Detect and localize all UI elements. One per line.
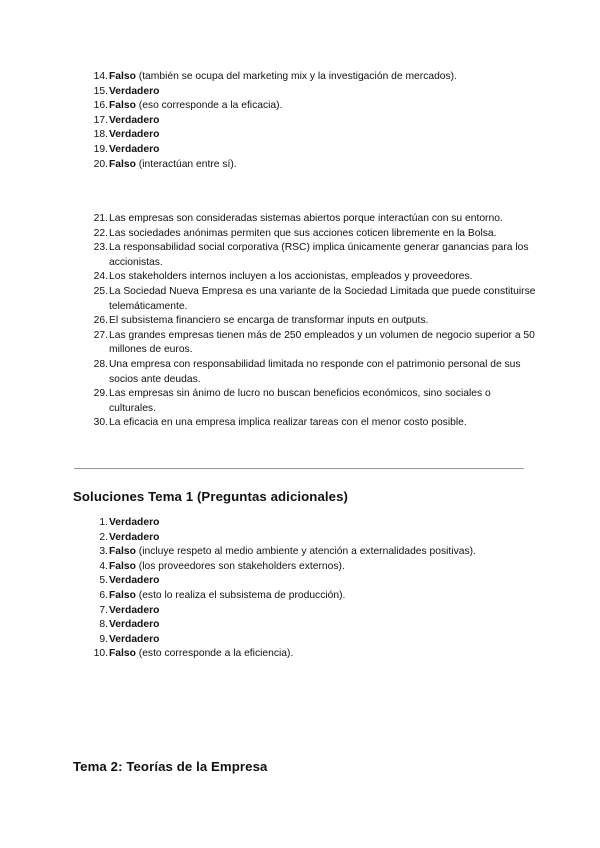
list-item: 25. La Sociedad Nueva Empresa es una variante de la Sociedad Limitada que puede constituirse telemáticamente.: [93, 285, 536, 312]
list-item: 23. La responsabilidad social corporativa (RSC) implica únicamente generar ganancias para los accionistas.: [93, 242, 529, 268]
list-item: 28. Una empresa con responsabilidad limitada no responde con el patrimonio personal de sus socios ante deudas.: [93, 358, 521, 385]
list-item: 3. Falso (incluye respeto al medio ambiente y atención a externalidades positivas).: [99, 546, 476, 558]
list-item: 20. Falso (interactúan entre sí).: [93, 158, 237, 170]
answer-list-14-20: [88, 70, 538, 172]
horizontal-divider: [74, 468, 524, 469]
list-item: 1. Verdadero: [99, 517, 160, 528]
list-item: 16. Falso (eso corresponde a la eficacia).: [93, 100, 283, 112]
list-item: 24. Los stakeholders internos incluyen a los accionistas, empleados y proveedores.: [93, 271, 473, 283]
list-item: 26. El subsistema financiero se encarga de transformar inputs en outputs.: [93, 315, 429, 327]
list-item: 29. Las empresas sin ánimo de lucro no buscan beneficios económicos, sino sociales o culturales.: [93, 388, 491, 414]
question-list-21-30: [88, 212, 538, 431]
list-item: 30. La eficacia en una empresa implica realizar tareas con el menor costo posible.: [93, 417, 467, 429]
list-item: 5. Verdadero: [99, 575, 160, 587]
list-item: 19. Verdadero: [93, 143, 160, 155]
list-item: 8. Verdadero: [99, 619, 160, 631]
solutions-heading: Soluciones Tema 1 (Preguntas adicionales): [73, 489, 349, 504]
list-item: 9. Verdadero: [99, 633, 160, 645]
list-item: 4. Falso (los proveedores son stakeholders externos).: [99, 560, 345, 572]
answer-list-1-10: [88, 516, 538, 662]
list-item: 27. Las grandes empresas tienen más de 250 empleados y un volumen de negocio superior a 50 millones de euros.: [93, 329, 535, 356]
list-item: 15. Verdadero: [93, 85, 160, 97]
list-item: 14. Falso (también se ocupa del marketing mix y la investigación de mercados).: [93, 71, 457, 82]
list-item: 6. Falso (esto lo realiza el subsistema de producción).: [99, 589, 346, 601]
tema2-heading: Tema 2: Teorías de la Empresa: [73, 759, 268, 774]
list-item: 21. Las empresas son consideradas sistemas abiertos porque interactúan con su entorno.: [93, 213, 503, 224]
list-item: 18. Verdadero: [93, 129, 160, 141]
list-item: 7. Verdadero: [99, 604, 160, 616]
list-item: 2. Verdadero: [99, 531, 160, 543]
list-item: 22. Las sociedades anónimas permiten que sus acciones coticen libremente en la Bolsa.: [93, 227, 497, 239]
list-item: 10. Falso (esto corresponde a la eficiencia).: [93, 648, 294, 660]
list-item: 17. Verdadero: [93, 114, 160, 126]
